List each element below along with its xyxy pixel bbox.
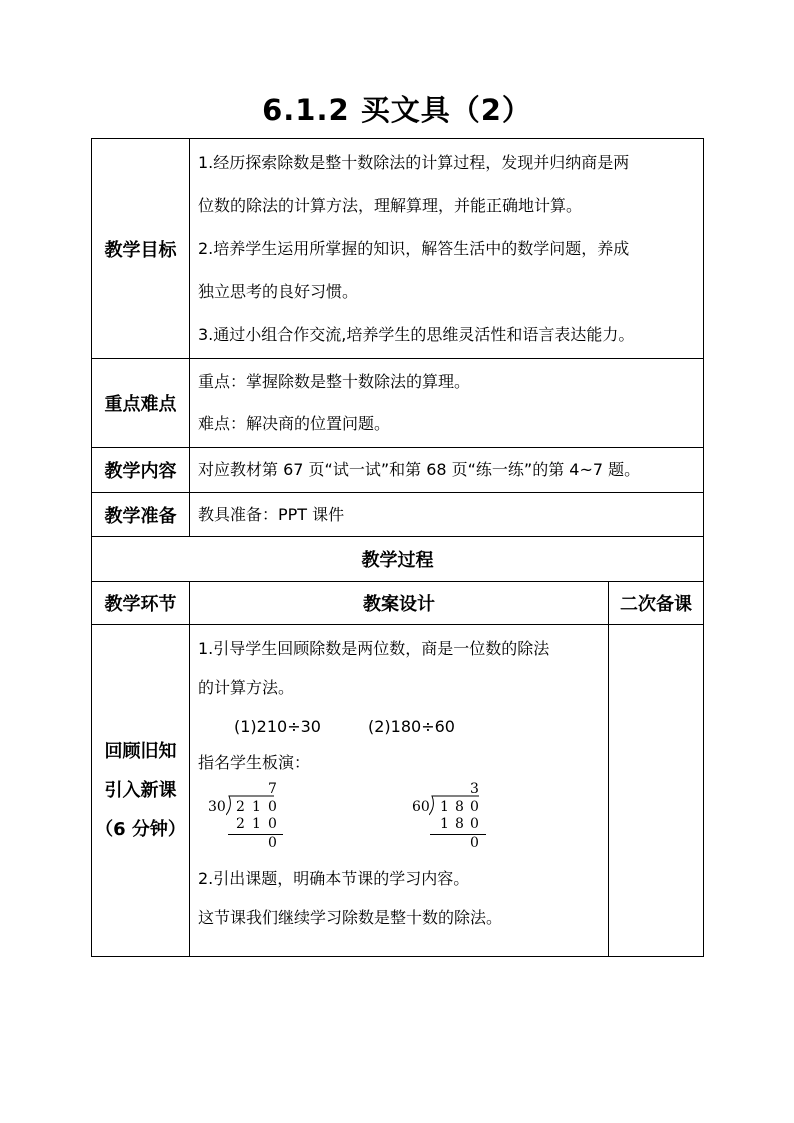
dividend-digit: 0 bbox=[268, 799, 277, 815]
key-points-label: 重点难点 bbox=[92, 359, 190, 448]
content-label: 教学内容 bbox=[92, 448, 190, 493]
exercise-a: (1)210÷30 bbox=[234, 717, 321, 736]
product-digit: 1 bbox=[252, 816, 261, 832]
prep-text: 教具准备：PPT 课件 bbox=[190, 493, 704, 537]
review-notes bbox=[609, 625, 704, 957]
remainder-b: 0 bbox=[470, 835, 479, 851]
dividend-digit: 1 bbox=[440, 799, 449, 815]
step1-line: 1.引导学生回顾除数是两位数，商是一位数的除法 bbox=[198, 639, 550, 658]
content-row bbox=[92, 448, 704, 493]
key-points-content bbox=[190, 359, 704, 448]
lesson-plan-table bbox=[91, 138, 704, 957]
key-point-line: 重点：掌握除数是整十数除法的算理。 bbox=[198, 372, 471, 391]
remainder-a: 0 bbox=[268, 835, 277, 851]
prep-label: 教学准备 bbox=[92, 493, 190, 537]
column-stage: 教学环节 bbox=[92, 582, 190, 625]
product-digit: 0 bbox=[268, 816, 277, 832]
review-design bbox=[190, 625, 609, 957]
exercises bbox=[198, 707, 608, 747]
process-header-row bbox=[92, 537, 704, 582]
review-row bbox=[92, 625, 704, 957]
board-intro: 指名学生板演： bbox=[198, 753, 311, 772]
prep-row bbox=[92, 493, 704, 537]
columns-row bbox=[92, 582, 704, 625]
exercise-b: (2)180÷60 bbox=[368, 717, 455, 736]
goals-line: 1.经历探索除数是整十数除法的计算过程，发现并归纳商是两 bbox=[198, 153, 630, 172]
dividend-digit: 1 bbox=[252, 799, 261, 815]
product-digit: 8 bbox=[455, 816, 464, 832]
quotient-b: 3 bbox=[470, 781, 479, 797]
review-label-time: （6 分钟） bbox=[95, 819, 186, 840]
content-text: 对应教材第 67 页“试一试”和第 68 页“练一练”的第 4~7 题。 bbox=[190, 448, 704, 493]
page-title: 6.1.2 买文具（2） bbox=[262, 93, 532, 127]
column-design: 教案设计 bbox=[190, 582, 609, 625]
column-notes: 二次备课 bbox=[609, 582, 704, 625]
key-points-row bbox=[92, 359, 704, 448]
goals-line: 位数的除法的计算方法，理解算理，并能正确地计算。 bbox=[198, 196, 583, 215]
review-label-line: 引入新课 bbox=[104, 780, 177, 801]
goals-line: 2.培养学生运用所掌握的知识，解答生活中的数学问题，养成 bbox=[198, 239, 630, 258]
product-digit: 1 bbox=[440, 816, 449, 832]
product-digit: 2 bbox=[236, 816, 245, 832]
step1-line: 的计算方法。 bbox=[198, 678, 295, 697]
goals-content bbox=[190, 139, 704, 359]
dividend-digit: 8 bbox=[455, 799, 464, 815]
step2-detail: 这节课我们继续学习除数是整十数的除法。 bbox=[198, 908, 503, 927]
process-header: 教学过程 bbox=[92, 537, 704, 582]
step2-line: 2.引出课题，明确本节课的学习内容。 bbox=[198, 869, 470, 888]
dividend-digit: 2 bbox=[236, 799, 245, 815]
quotient-a: 7 bbox=[268, 781, 277, 797]
divisor-b: 60 bbox=[412, 799, 430, 815]
goals-row bbox=[92, 139, 704, 359]
divisor-a: 30 bbox=[208, 799, 226, 815]
long-division-diagram bbox=[198, 781, 608, 853]
goals-line: 3.通过小组合作交流,培养学生的思维灵活性和语言表达能力。 bbox=[198, 325, 635, 344]
review-label-line: 回顾旧知 bbox=[104, 741, 177, 762]
dividend-digit: 0 bbox=[470, 799, 479, 815]
product-digit: 0 bbox=[470, 816, 479, 832]
goals-line: 独立思考的良好习惯。 bbox=[198, 282, 359, 301]
difficulty-line: 难点：解决商的位置问题。 bbox=[198, 414, 391, 433]
goals-label: 教学目标 bbox=[92, 139, 190, 359]
review-label bbox=[92, 625, 190, 957]
